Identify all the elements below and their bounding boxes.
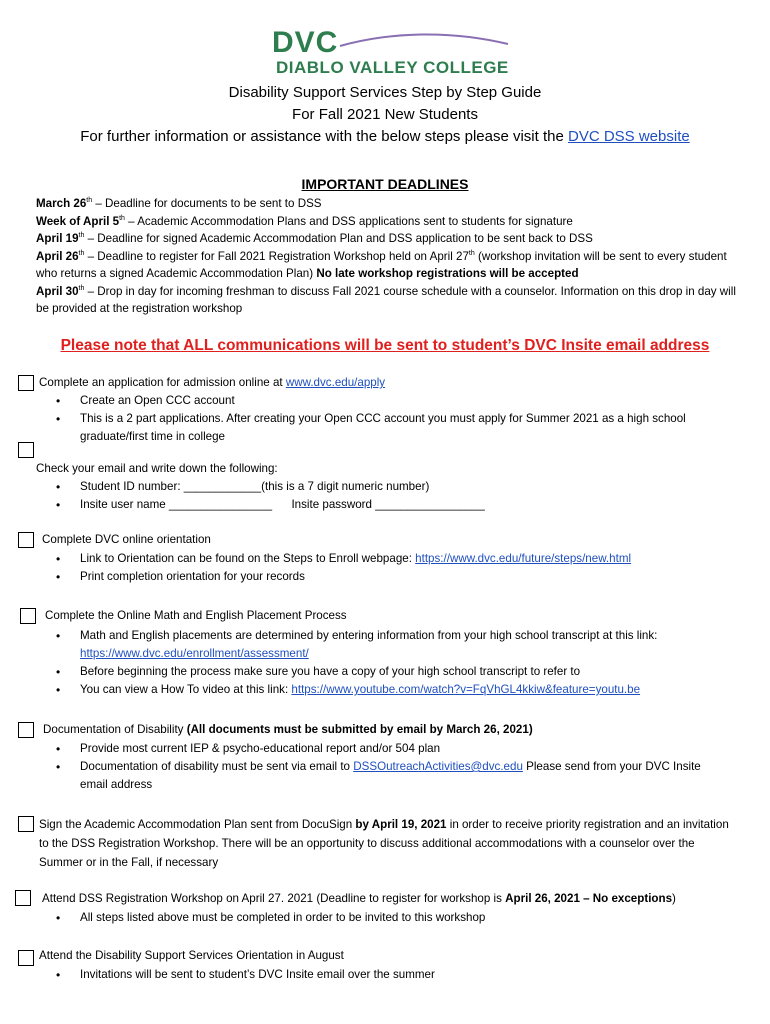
step-5-bullets (36, 740, 726, 794)
list-item: • You can view a How To video at this link: https://www.youtube.com/watch?v=FqVhGL4kkiw&feature=youtu.be (36, 681, 736, 699)
deadline-item: April 26th – Deadline to register for Fall 2021 Registration Workshop held on April 27th (workshop invitation will be sent to every student who returns a signed Academic Accommodation Plan) No late workshop registrations will be accepted (36, 249, 727, 280)
list-item: • Link to Orientation can be found on the Steps to Enroll webpage: https://www.dvc.edu/future/steps/new.html (36, 550, 736, 568)
list-item: • All steps listed above must be completed in order to be invited to this workshop (36, 909, 726, 927)
page-subtitle: For Fall 2021 New Students (292, 106, 478, 123)
assessment-link[interactable]: https://www.dvc.edu/enrollment/assessment/ (80, 647, 309, 660)
step-4-text: Complete the Online Math and English Placement Process (45, 609, 347, 622)
dss-website-link[interactable]: DVC DSS website (568, 128, 690, 145)
list-item: • Insite user name ________________ Insite password _________________ (36, 496, 716, 514)
list-item: • Create an Open CCC account (36, 392, 716, 410)
step-4-bullets (36, 627, 736, 699)
step-4-checkbox[interactable] (20, 608, 36, 624)
communications-notice: Please note that ALL communications will be sent to student’s DVC Insite email address (60, 337, 710, 354)
step-1-bullets (36, 392, 716, 446)
step-3-checkbox[interactable] (18, 532, 34, 548)
logo-college-text: DIABLO VALLEY COLLEGE (276, 58, 509, 77)
list-item: • Provide most current IEP & psycho-educational report and/or 504 plan (36, 740, 726, 758)
info-prefix: For further information or assistance with the below steps please visit the (80, 128, 564, 145)
info-line (0, 128, 770, 145)
deadline-item: April 30th – Drop in day for incoming freshman to discuss Fall 2021 course schedule with a counselor. Information on this drop in day will be provided at the registration workshop (36, 284, 736, 315)
step-2-text: Check your email and write down the following: (36, 462, 278, 475)
step-3-bullets (36, 550, 736, 586)
deadline-item: Week of April 5th – Academic Accommodation Plans and DSS applications sent to students for signature (36, 214, 573, 228)
step-1-checkbox[interactable] (18, 375, 34, 391)
step-7-text: Attend DSS Registration Workshop on April 27. 2021 (Deadline to register for workshop is April 26, 2021 – No exceptions) (42, 892, 676, 905)
page-title: Disability Support Services Step by Step Guide (228, 84, 542, 101)
step-5-checkbox[interactable] (18, 722, 34, 738)
step-8-bullets (36, 966, 726, 984)
youtube-link[interactable]: https://www.youtube.com/watch?v=FqVhGL4kkiw&feature=youtu.be (291, 683, 641, 696)
step-6-text: Sign the Academic Accommodation Plan sent from DocuSign by April 19, 2021 in order to receive priority registration and an invitation to the DSS Registration Workshop. There will be an opportunity to discuss additional accommodations with a counselor over the Summer or in the Fall, if necessary (39, 818, 729, 869)
deadlines-list (36, 195, 736, 318)
list-item: • Invitations will be sent to student’s DVC Insite email over the summer (36, 966, 726, 984)
list-item: • Print completion orientation for your records (36, 568, 736, 586)
list-item: • Documentation of disability must be sent via email to DSSOutreachActivities@dvc.edu Please send from your DVC Insite email address (36, 758, 726, 794)
list-item: • Math and English placements are determined by entering information from your high school transcript at this link: https://www.dvc.edu/enrollment/assessment/ (36, 627, 736, 663)
deadline-item: April 19th – Deadline for signed Academic Accommodation Plan and DSS application to be sent back to DSS (36, 232, 593, 245)
deadlines-heading: IMPORTANT DEADLINES (301, 176, 469, 192)
step-7-bullets (36, 909, 726, 927)
step-5-text: Documentation of Disability (All documents must be submitted by email by March 26, 2021) (43, 723, 533, 736)
logo-dvc-text: DVC (272, 26, 339, 59)
email-link[interactable]: DSSOutreachActivities@dvc.edu (353, 760, 523, 773)
step-8-text: Attend the Disability Support Services Orientation in August (39, 949, 344, 962)
list-item: • This is a 2 part applications. After creating your Open CCC account you must apply for Summer 2021 as a high school graduate/first time in college (36, 410, 716, 446)
step-2-checkbox[interactable] (18, 442, 34, 458)
list-item: • Student ID number: ____________(this is a 7 digit numeric number) (36, 478, 716, 496)
deadline-item: March 26th – Deadline for documents to be sent to DSS (36, 197, 322, 210)
orientation-link[interactable]: https://www.dvc.edu/future/steps/new.html (415, 552, 632, 565)
list-item: • Before beginning the process make sure you have a copy of your high school transcript to refer to (36, 663, 736, 681)
step-8-checkbox[interactable] (18, 950, 34, 966)
step-2-bullets (36, 478, 716, 514)
apply-link[interactable]: www.dvc.edu/apply (285, 376, 386, 389)
step-7-checkbox[interactable] (15, 890, 31, 906)
step-6-checkbox[interactable] (18, 816, 34, 832)
step-3-text: Complete DVC online orientation (42, 533, 211, 546)
step-1-text: Complete an application for admission online at www.dvc.edu/apply (39, 376, 386, 389)
